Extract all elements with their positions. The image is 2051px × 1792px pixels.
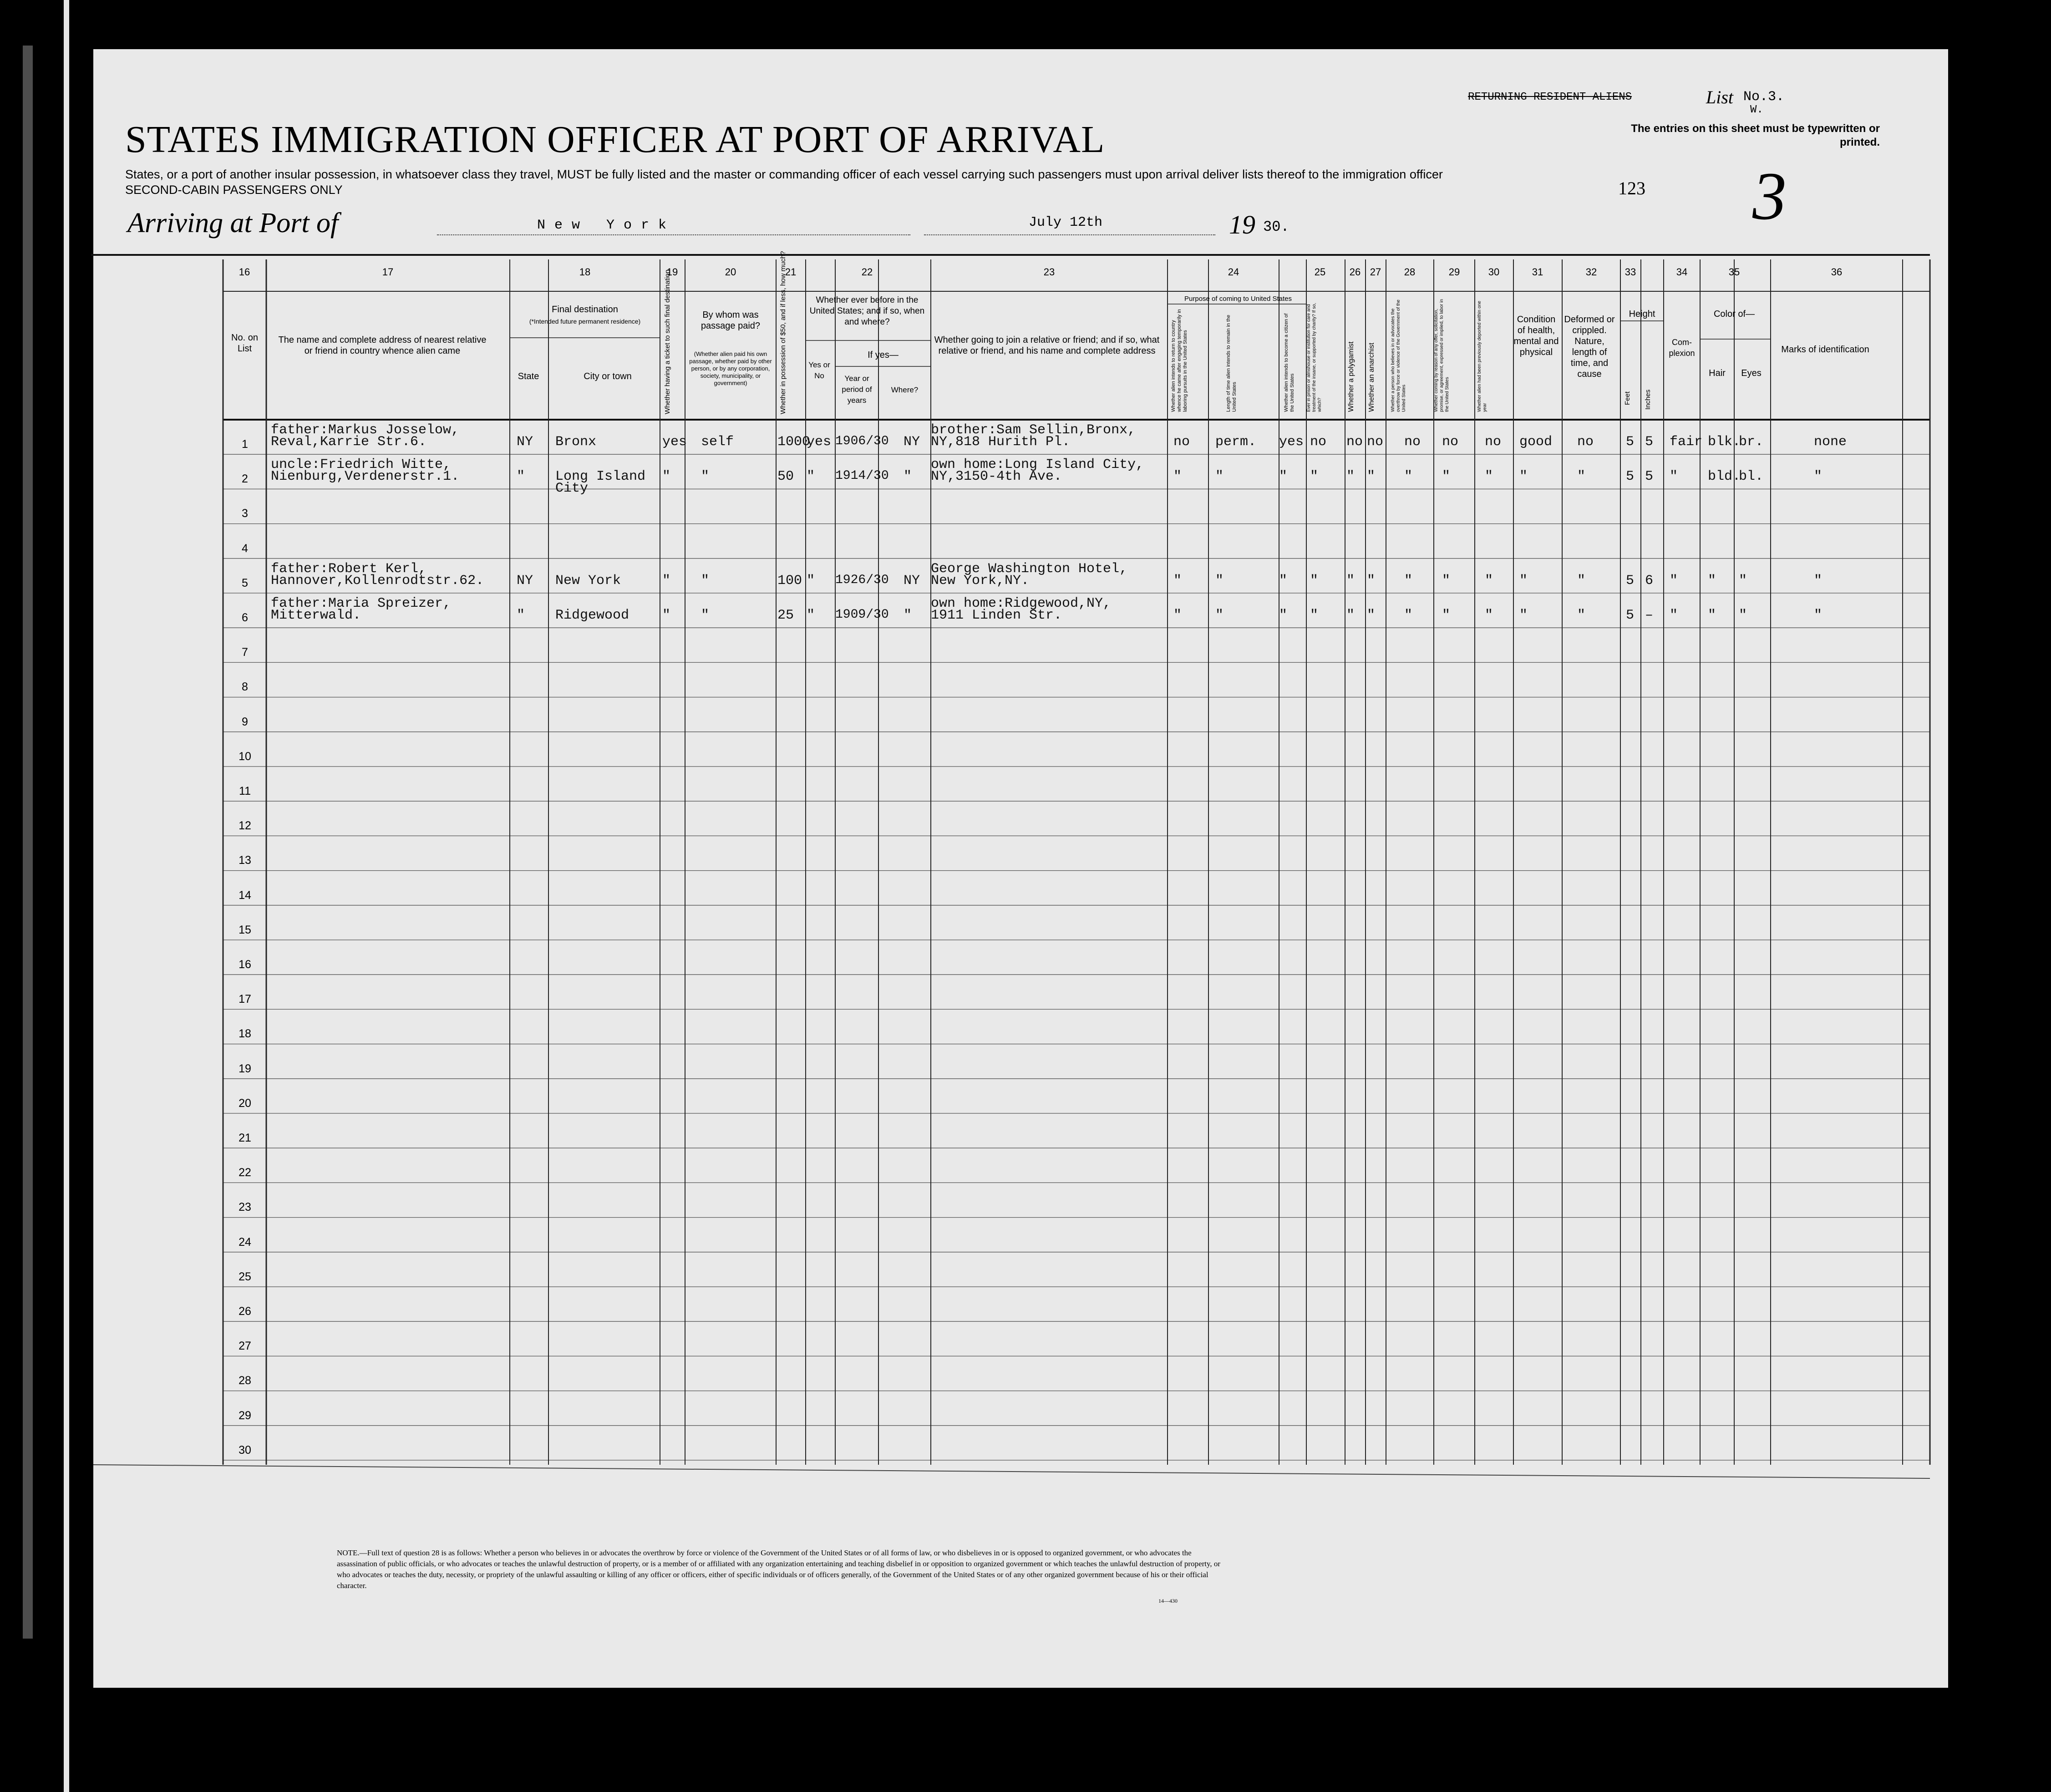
class-label: SECOND-CABIN PASSENGERS ONLY (125, 183, 343, 197)
joining-name: own home:Long Island City, (931, 457, 1144, 473)
joining-address: 1911 Linden Str. (931, 608, 1062, 623)
ticket-cell: " (662, 608, 671, 623)
row-number: 28 (239, 1374, 251, 1387)
date-value: July 12th (1029, 215, 1103, 230)
row-number: 15 (239, 923, 251, 936)
page-number: 3 (1752, 158, 1787, 234)
header-height: Height (1629, 309, 1655, 319)
complexion-cell: " (1670, 608, 1678, 623)
column-number: 27 (1370, 266, 1381, 278)
ticket-cell: " (662, 573, 671, 589)
joining-name: George Washington Hotel, (931, 561, 1128, 577)
header-color-of: Color of— (1713, 309, 1755, 319)
column-number: 36 (1831, 266, 1843, 278)
header-purpose-citizen: Whether alien intends to become a citizen of the United States (1284, 313, 1295, 412)
row-number: 7 (242, 646, 248, 659)
deformed-cell: " (1577, 608, 1586, 623)
header-purpose-return: Whether alien intends to return to country whence he came after engaging temporarily in laboring pursuits in the United States (1171, 309, 1188, 412)
row-number: 5 (242, 576, 248, 589)
column-number: 25 (1314, 266, 1326, 278)
header-city: City or town (584, 371, 632, 381)
column-number: 17 (382, 266, 394, 278)
row-number: 29 (239, 1409, 251, 1422)
row-number: 4 (242, 542, 248, 555)
header-feet: Feet (1624, 391, 1631, 405)
header-ticket: Whether having a ticket to such final destination (664, 269, 671, 414)
purpose-citizen-cell: " (1279, 608, 1288, 623)
row-number: 13 (239, 854, 251, 867)
row-number: 22 (239, 1166, 251, 1179)
footnote: NOTE.—Full text of question 28 is as follows: Whether a person who believes in or advocates the overthrow by force or violence of the Government of the United States or of all forms of law, or who disbelieves in or is opposed to organized government, or who advocates the assassination of public officials, or who advocates or teaches the unlawful destruction of property, or is a member of or affiliated with any organization entertaining and teaching disbelief in or opposition to organized government or which teaches the unlawful destruction of property, or who advocates or teaches the duty, necessity, or propriety of the unlawful assaulting or killing of any officer or officers, either of specific individuals or of officers generally, of the Government of the United States or of any other organized government because of his or their official character. (337, 1548, 1221, 1590)
prison-cell: " (1310, 469, 1319, 485)
eyes-cell: bl. (1739, 469, 1764, 485)
year-cell: 1909/30 (835, 608, 889, 622)
header-purpose-length: Length of time alien intends to remain in the United States (1226, 315, 1237, 412)
hair-cell: " (1708, 573, 1716, 589)
column-number: 30 (1488, 266, 1500, 278)
arriving-label: Arriving at Port of (127, 208, 339, 239)
marks-cell: " (1814, 469, 1823, 485)
deported-cell: " (1485, 573, 1493, 589)
inches-cell: 5 (1645, 434, 1654, 450)
column-number: 35 (1728, 266, 1740, 278)
purpose-return-cell: " (1173, 469, 1182, 485)
header-if-yes: If yes— (868, 350, 899, 360)
header-complexion: Com-plexion (1669, 338, 1695, 358)
money-cell: 50 (777, 469, 794, 485)
overthrow-cell: no (1404, 434, 1421, 450)
row-number: 12 (239, 819, 251, 833)
deported-cell: no (1485, 434, 1502, 450)
health-cell: good (1519, 434, 1553, 450)
header-relative: The name and complete address of nearest relative or friend in country whence alien came (278, 335, 487, 356)
overthrow-cell: " (1404, 469, 1413, 485)
deported-cell: " (1485, 608, 1493, 623)
prison-cell: " (1310, 573, 1319, 589)
purpose-citizen-cell: " (1279, 573, 1288, 589)
row-number: 2 (242, 472, 248, 486)
deformed-cell: no (1577, 434, 1594, 450)
inches-cell: – (1645, 608, 1654, 623)
sheet-number: 123 (1618, 178, 1645, 198)
health-cell: " (1519, 469, 1528, 485)
feet-cell: 5 (1626, 573, 1635, 589)
returning-label: RETURNING RESIDENT ALIENS (1468, 91, 1632, 103)
paid-cell: " (701, 573, 710, 589)
header-anarchist: Whether an anarchist (1368, 342, 1376, 412)
hair-cell: blk. (1708, 434, 1741, 450)
prison-cell: " (1310, 608, 1319, 623)
column-number: 33 (1625, 266, 1636, 278)
feet-cell: 5 (1626, 608, 1635, 623)
header-hair: Hair (1709, 368, 1726, 378)
row-number: 10 (239, 750, 251, 763)
before-cell: " (807, 469, 815, 485)
offer-cell: no (1442, 434, 1459, 450)
relative-name: father:Markus Josselow, (271, 422, 460, 438)
before-cell: " (807, 608, 815, 623)
row-number: 17 (239, 993, 251, 1006)
year-cell: 1906/30 (835, 434, 889, 448)
joining-address: NY,3150-4th Ave. (931, 469, 1062, 485)
relative-name: uncle:Friedrich Witte, (271, 457, 452, 473)
purpose-length-cell: " (1215, 608, 1224, 623)
inches-cell: 5 (1645, 469, 1654, 485)
relative-name: father:Robert Kerl, (271, 561, 427, 577)
relative-name: father:Maria Spreizer, (271, 596, 452, 611)
joining-name: own home:Ridgewood,NY, (931, 596, 1112, 611)
column-number: 31 (1532, 266, 1543, 278)
where-cell: " (904, 608, 912, 623)
row-number: 1 (242, 438, 248, 451)
purpose-return-cell: " (1173, 608, 1182, 623)
column-number: 34 (1676, 266, 1688, 278)
anarchist-cell: " (1367, 608, 1376, 623)
header-overthrow: Whether a person who believes in or advocates the overthrow by force or violence of the Government of the United States (1391, 300, 1406, 412)
header-where: Where? (891, 386, 919, 394)
inches-cell: 6 (1645, 573, 1654, 589)
list-label: List (1706, 87, 1734, 107)
anarchist-cell: " (1367, 469, 1376, 485)
offer-cell: " (1442, 573, 1451, 589)
offer-cell: " (1442, 469, 1451, 485)
where-cell: NY (904, 434, 920, 450)
where-cell: NY (904, 573, 920, 589)
year-cell: 1914/30 (835, 469, 889, 483)
header-state: State (518, 371, 539, 381)
deformed-cell: " (1577, 469, 1586, 485)
city-cell-2: City (555, 481, 589, 497)
header-before: Whether ever before in the United States; and if so, when and where? (809, 295, 925, 327)
paid-cell: " (701, 469, 710, 485)
city-cell: New York (555, 573, 621, 589)
column-number: 21 (785, 266, 797, 278)
column-number: 24 (1228, 266, 1239, 278)
header-no-on-list: No. on List (231, 333, 258, 354)
relative-address: Hannover,Kollenrodtstr.62. (271, 573, 484, 589)
row-number: 26 (239, 1305, 251, 1318)
header-paid-note: (Whether alien paid his own passage, whether paid by other person, or by any corporation, society, municipality, or government) (689, 350, 772, 386)
money-cell: 1000 (777, 434, 811, 450)
eyes-cell: br. (1739, 434, 1764, 450)
row-number: 8 (242, 680, 248, 694)
hair-cell: bld. (1708, 469, 1741, 485)
anarchist-cell: " (1367, 573, 1376, 589)
overthrow-cell: " (1404, 573, 1413, 589)
before-cell: " (807, 573, 815, 589)
form-number: 14—430 (1158, 1598, 1178, 1604)
column-number: 23 (1043, 266, 1055, 278)
joining-address: New York,NY. (931, 573, 1030, 589)
header-joining: Whether going to join a relative or friend; and if so, what relative or friend, and his name and complete address (934, 335, 1160, 356)
purpose-return-cell: no (1173, 434, 1190, 450)
before-cell: yes (807, 434, 832, 450)
purpose-citizen-cell: " (1279, 469, 1288, 485)
state-cell: NY (517, 434, 533, 450)
header-final-destination: Final destination (552, 305, 618, 315)
marks-cell: none (1814, 434, 1847, 450)
purpose-citizen-cell: yes (1279, 434, 1304, 450)
column-number: 22 (861, 266, 873, 278)
column-number: 28 (1404, 266, 1416, 278)
city-cell: Bronx (555, 434, 597, 450)
relative-address: Nienburg,Verdenerstr.1. (271, 469, 460, 485)
row-number: 6 (242, 611, 248, 624)
list-w: W. (1750, 104, 1763, 116)
polygamist-cell: " (1346, 608, 1355, 623)
header-year-period: Year or period of years (842, 374, 872, 405)
purpose-return-cell: " (1173, 573, 1182, 589)
row-number: 23 (239, 1201, 251, 1214)
row-number: 3 (242, 507, 248, 520)
row-number: 30 (239, 1443, 251, 1457)
row-number: 16 (239, 958, 251, 971)
header-inches: Inches (1644, 389, 1652, 410)
purpose-length-cell: " (1215, 573, 1224, 589)
header-paid: By whom was passage paid? (701, 310, 761, 331)
header-yes-no: Yes or No (808, 360, 830, 380)
header-marks: Marks of identification (1781, 345, 1869, 355)
feet-cell: 5 (1626, 434, 1635, 450)
joining-address: NY,818 Hurith Pl. (931, 434, 1071, 450)
deformed-cell: " (1577, 573, 1586, 589)
row-number: 18 (239, 1027, 251, 1041)
marks-cell: " (1814, 573, 1823, 589)
header-health: Condition of health, mental and physical (1513, 315, 1559, 357)
row-number: 27 (239, 1340, 251, 1353)
page-title: STATES IMMIGRATION OFFICER AT PORT OF ARRIVAL (125, 118, 1105, 161)
purpose-length-cell: " (1215, 469, 1224, 485)
deported-cell: " (1485, 469, 1493, 485)
header-offer: Whether coming by reason of any offer, solicitation, promise, or agreement, expressed or implied, to labor in the United States (1434, 299, 1450, 412)
hair-cell: " (1708, 608, 1716, 623)
ticket-cell: " (662, 469, 671, 485)
column-number: 19 (666, 266, 678, 278)
header-money: Whether in possession of $50, and if less, how much? (779, 251, 787, 414)
row-number: 11 (239, 785, 251, 797)
ticket-cell: yes (662, 434, 687, 450)
state-cell: " (517, 608, 525, 623)
row-number: 9 (242, 715, 248, 728)
header-polygamist: Whether a polygamist (1347, 341, 1355, 412)
eyes-cell: " (1739, 608, 1747, 623)
header-eyes: Eyes (1741, 368, 1762, 378)
year-suffix: 30. (1263, 218, 1289, 235)
row-number: 20 (239, 1097, 251, 1110)
header-deported: Whether alien had been previously deported within one year (1477, 300, 1487, 412)
paid-cell: " (701, 608, 710, 623)
city-cell: Long Island (555, 469, 646, 485)
row-number: 14 (239, 888, 251, 902)
offer-cell: " (1442, 608, 1451, 623)
port-value: New York (537, 218, 676, 233)
complexion-cell: fair (1670, 434, 1703, 450)
row-number: 19 (239, 1062, 251, 1075)
header-purpose: Purpose of coming to United States (1184, 295, 1292, 303)
column-number: 26 (1349, 266, 1361, 278)
polygamist-cell: " (1346, 573, 1355, 589)
column-number: 18 (579, 266, 591, 278)
year-cell: 1926/30 (835, 573, 889, 587)
column-number: 16 (239, 266, 250, 278)
prison-cell: no (1310, 434, 1327, 450)
complexion-cell: " (1670, 469, 1678, 485)
header-prison: Ever in prison or almshouse or institution for care and treatment of the insane, or supported by charity? If so, which? (1306, 303, 1322, 412)
typing-instruction: The entries on this sheet must be typewritten or printed. (1631, 122, 1880, 148)
feet-cell: 5 (1626, 469, 1635, 485)
state-cell: NY (517, 573, 533, 589)
column-number: 29 (1448, 266, 1460, 278)
city-cell: Ridgewood (555, 608, 630, 623)
joining-name: brother:Sam Sellin,Bronx, (931, 422, 1136, 438)
relative-address: Mitterwald. (271, 608, 361, 623)
list-number: No.3. (1743, 89, 1785, 105)
relative-address: Reval,Karrie Str.6. (271, 434, 427, 450)
row-number: 25 (239, 1270, 251, 1283)
column-number: 32 (1585, 266, 1597, 278)
health-cell: " (1519, 608, 1528, 623)
where-cell: " (904, 469, 912, 485)
money-cell: 25 (777, 608, 794, 623)
polygamist-cell: no (1346, 434, 1363, 450)
money-cell: 100 (777, 573, 802, 589)
header-deformed: Deformed or crippled. Nature, length of time, and cause (1564, 315, 1615, 379)
instruction-line: States, or a port of another insular possession, in whatsoever class they travel, MUST be fully listed and the master or commanding officer of each vessel carrying such passengers must upon arrival deliver lists thereof to the immigration officer (125, 168, 1443, 181)
eyes-cell: " (1739, 573, 1747, 589)
complexion-cell: " (1670, 573, 1678, 589)
state-cell: " (517, 469, 525, 485)
row-number: 24 (239, 1235, 251, 1249)
anarchist-cell: no (1367, 434, 1384, 450)
header-final-destination-note: (*Intended future permanent residence) (529, 318, 641, 325)
paid-cell: self (701, 434, 734, 450)
column-number: 20 (725, 266, 736, 278)
overthrow-cell: " (1404, 608, 1413, 623)
year-prefix: 19 (1229, 210, 1255, 239)
polygamist-cell: " (1346, 469, 1355, 485)
row-number: 21 (239, 1132, 251, 1144)
marks-cell: " (1814, 608, 1823, 623)
health-cell: " (1519, 573, 1528, 589)
purpose-length-cell: perm. (1215, 434, 1257, 450)
